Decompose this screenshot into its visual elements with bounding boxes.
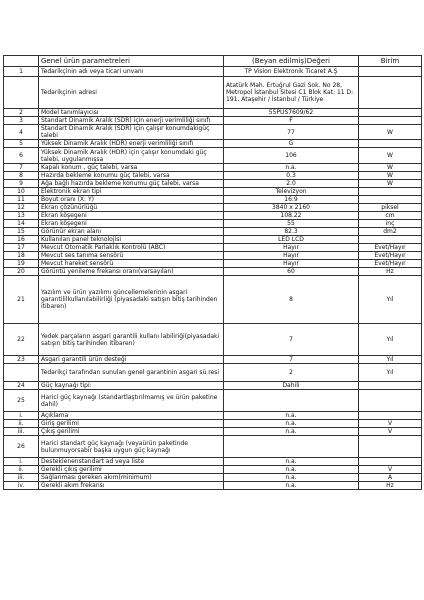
row-parameter: Sağlanması gereken akım(minimum): [39, 474, 224, 482]
row-unit: Yıl: [359, 356, 422, 364]
row-unit: V: [359, 420, 422, 428]
table-row: [4, 228, 422, 236]
row-number: 8: [4, 172, 39, 180]
row-unit: [359, 67, 422, 77]
row-number: 20: [4, 268, 39, 276]
table-row: [4, 172, 422, 180]
row-value: n.a.: [224, 164, 359, 172]
row-parameter: Yüksek Dinamik Aralık (HDR) için çalışır konumdaki güç talebi, uygulanmışsa: [39, 148, 224, 164]
row-parameter: Görünür ekran alanı: [39, 228, 224, 236]
row-unit: Yıl: [359, 276, 422, 324]
row-number: iii.: [4, 474, 39, 482]
table-row: [4, 77, 422, 109]
row-value: G: [224, 140, 359, 148]
row-parameter: Tedarikçinin adresi: [39, 77, 224, 109]
row-number: iv.: [4, 482, 39, 490]
row-number: 11: [4, 196, 39, 204]
row-unit: inç: [359, 220, 422, 228]
row-number: ii.: [4, 466, 39, 474]
table-row: [4, 125, 422, 140]
table-row: [4, 252, 422, 260]
row-unit: W: [359, 180, 422, 188]
row-value: 60: [224, 268, 359, 276]
row-value: 8: [224, 276, 359, 324]
row-value: 106: [224, 148, 359, 164]
row-parameter: Standart Dinamik Aralık (SDR) için enerji verimliliği sınıfı: [39, 117, 224, 125]
row-parameter: Yazılım ve ürün yazılımı güncellemelerinin asgari garantililkullanılabilirliği (piyasadaki satışın bitiş tarihinden itibaren): [39, 276, 224, 324]
row-unit: Evet/Hayır: [359, 244, 422, 252]
table-row: [4, 268, 422, 276]
row-value: Hayır: [224, 244, 359, 252]
table-row: [4, 458, 422, 466]
row-parameter: Hazırda bekleme konumu güç talebi, varsa: [39, 172, 224, 180]
row-number: 17: [4, 244, 39, 252]
table-row: [4, 236, 422, 244]
header-unit: Birim: [359, 56, 422, 67]
row-number: 2: [4, 109, 39, 117]
row-unit: dm2: [359, 228, 422, 236]
row-unit: [359, 458, 422, 466]
row-unit: [359, 412, 422, 420]
header-no: [4, 56, 39, 67]
row-value: Dahili: [224, 382, 359, 390]
row-parameter: Mevcut ses tanıma sensörü: [39, 252, 224, 260]
table-row: [4, 212, 422, 220]
row-parameter: Harici güç kaynağı (standartlaştırılmamış ve ürün paketine dahil): [39, 390, 224, 412]
row-unit: [359, 109, 422, 117]
table-row: [4, 420, 422, 428]
table-row: [4, 276, 422, 324]
table-row: [4, 412, 422, 420]
row-value: n.a.: [224, 412, 359, 420]
row-parameter: Giriş gerilimi: [39, 420, 224, 428]
row-unit: Yıl: [359, 364, 422, 382]
header-parameter: Genel ürün parametreleri: [39, 56, 224, 67]
table-row: [4, 109, 422, 117]
row-value: n.a.: [224, 466, 359, 474]
row-number: 9: [4, 180, 39, 188]
row-value: Hayır: [224, 252, 359, 260]
row-value: Televizyon: [224, 188, 359, 196]
table-row: [4, 164, 422, 172]
row-unit: [359, 140, 422, 148]
row-unit: Hz: [359, 482, 422, 490]
row-parameter: Harici standart güç kaynağı (veyaürün paketinde bulunmuyorsabir başka uygun güç kaynağı: [39, 436, 224, 458]
row-value: Atatürk Mah. Ertuğrul Gazi Sok. No 28, Metropol İstanbul Sitesi C1 Blok Kat: 11 D: 191, Ataşehir / İstanbul / Türkiye: [224, 77, 359, 109]
table-row: [4, 474, 422, 482]
row-value: n.a.: [224, 474, 359, 482]
row-value: n.a.: [224, 482, 359, 490]
row-unit: W: [359, 164, 422, 172]
row-value: Hayır: [224, 260, 359, 268]
row-unit: Evet/Hayır: [359, 260, 422, 268]
row-parameter: Görüntü yenileme frekansı oranı(varsayılan): [39, 268, 224, 276]
row-unit: V: [359, 466, 422, 474]
row-number: 16: [4, 236, 39, 244]
row-parameter: Ekran köşegeni: [39, 220, 224, 228]
row-number: i.: [4, 458, 39, 466]
header-value: (Beyan edilmiş)Değeri: [224, 56, 359, 67]
row-parameter: Yüksek Dinamik Aralık (HDR) enerji verimliliği sınıfı: [39, 140, 224, 148]
row-number: 10: [4, 188, 39, 196]
row-parameter: Kapalı konum , güç talebi, varsa: [39, 164, 224, 172]
row-unit: [359, 117, 422, 125]
table-row: [4, 140, 422, 148]
row-parameter: Tedarikçi tarafından sunulan genel garantinin asgari sü resi: [39, 364, 224, 382]
row-parameter: Asgari garantili ürün desteği: [39, 356, 224, 364]
row-number: i.: [4, 412, 39, 420]
row-number: 13: [4, 212, 39, 220]
row-value: [224, 436, 359, 458]
row-value: TP Vision Elektronik Ticaret A.Ş: [224, 67, 359, 77]
row-value: 77: [224, 125, 359, 140]
row-number: 25: [4, 390, 39, 412]
table-row: [4, 382, 422, 390]
parameter-table: [3, 55, 422, 490]
row-parameter: Çıkış gerilimi: [39, 428, 224, 436]
row-number: 22: [4, 324, 39, 356]
row-number: 1: [4, 67, 39, 77]
row-value: 55: [224, 220, 359, 228]
row-value: [224, 390, 359, 412]
table-row: [4, 436, 422, 458]
row-value: 0.3: [224, 172, 359, 180]
row-unit: W: [359, 125, 422, 140]
table-row: [4, 428, 422, 436]
row-parameter: Güç kaynağı tipi:: [39, 382, 224, 390]
row-value: 7: [224, 324, 359, 356]
row-number: 5: [4, 140, 39, 148]
row-parameter: Desteklenenstandart ad veya liste: [39, 458, 224, 466]
row-unit: piksel: [359, 204, 422, 212]
row-parameter: Açıklama: [39, 412, 224, 420]
table-row: [4, 67, 422, 77]
row-number: 3: [4, 117, 39, 125]
row-parameter: Standart Dinamik Aralık (SDR) için çalışır konumdakigüç talebi: [39, 125, 224, 140]
row-value: n.a.: [224, 420, 359, 428]
product-parameter-sheet: [0, 55, 424, 490]
row-parameter: Ağa bağlı hazırda bekleme konumu güç talebi, varsa: [39, 180, 224, 188]
table-row: [4, 188, 422, 196]
row-unit: A: [359, 474, 422, 482]
row-unit: W: [359, 172, 422, 180]
row-unit: [359, 390, 422, 412]
row-value: 82.3: [224, 228, 359, 236]
row-value: F: [224, 117, 359, 125]
row-number: ii.: [4, 420, 39, 428]
row-unit: [359, 196, 422, 204]
row-unit: [359, 77, 422, 109]
row-number: 6: [4, 148, 39, 164]
row-parameter: Yedek parçaların asgari garantili kullanı labiliriği(piyasadaki satışın bitiş tarihinden itibaren): [39, 324, 224, 356]
row-number: 7: [4, 164, 39, 172]
row-unit: Hz: [359, 268, 422, 276]
table-row: [4, 204, 422, 212]
row-unit: Yıl: [359, 324, 422, 356]
row-parameter: Mevcut hareket sensörü: [39, 260, 224, 268]
table-body: [4, 67, 422, 490]
row-unit: [359, 436, 422, 458]
row-value: 2: [224, 364, 359, 382]
row-unit: V: [359, 428, 422, 436]
row-unit: Evet/Hayır: [359, 252, 422, 260]
row-unit: cm: [359, 212, 422, 220]
row-number: 21: [4, 276, 39, 324]
table-row: [4, 117, 422, 125]
row-number: 18: [4, 252, 39, 260]
row-value: 3840 x 2160: [224, 204, 359, 212]
table-row: [4, 148, 422, 164]
row-number: iii.: [4, 428, 39, 436]
row-number: 12: [4, 204, 39, 212]
row-number: 24: [4, 382, 39, 390]
row-number: 23: [4, 356, 39, 364]
row-parameter: Ekran köşegeni: [39, 212, 224, 220]
row-value: 2.0: [224, 180, 359, 188]
row-number: 4: [4, 125, 39, 140]
row-parameter: Mevcut Otomatik Parlaklık Kontrolü (ABC): [39, 244, 224, 252]
table-row: [4, 196, 422, 204]
table-row: [4, 260, 422, 268]
table-row: [4, 244, 422, 252]
row-value: 108.22: [224, 212, 359, 220]
row-unit: W: [359, 148, 422, 164]
row-value: 55PUS7609/62: [224, 109, 359, 117]
row-unit: [359, 188, 422, 196]
row-value: 16:9: [224, 196, 359, 204]
table-row: [4, 466, 422, 474]
table-row: [4, 364, 422, 382]
row-parameter: Boyut oranı (X: Y): [39, 196, 224, 204]
row-value: 7: [224, 356, 359, 364]
row-value: LED LCD: [224, 236, 359, 244]
table-row: [4, 356, 422, 364]
row-parameter: Gerekli çıkış gerilimi: [39, 466, 224, 474]
row-number: [4, 364, 39, 382]
row-number: [4, 77, 39, 109]
row-number: 14: [4, 220, 39, 228]
row-parameter: Elektronik ekran tipi: [39, 188, 224, 196]
table-header-row: [4, 56, 422, 67]
row-parameter: Gerekli akım frekansı: [39, 482, 224, 490]
table-row: [4, 220, 422, 228]
row-parameter: Kullanılan panel teknolojisi: [39, 236, 224, 244]
row-value: n.a.: [224, 428, 359, 436]
table-row: [4, 390, 422, 412]
row-value: n.a.: [224, 458, 359, 466]
row-number: 15: [4, 228, 39, 236]
row-number: 26: [4, 436, 39, 458]
row-parameter: Tedarikçinin adı veya ticari unvanı: [39, 67, 224, 77]
row-unit: [359, 236, 422, 244]
row-number: 19: [4, 260, 39, 268]
table-row: [4, 482, 422, 490]
row-unit: [359, 382, 422, 390]
row-parameter: Ekran çözünürlüğü: [39, 204, 224, 212]
table-row: [4, 180, 422, 188]
table-row: [4, 324, 422, 356]
row-parameter: Model tanımlayıcısı: [39, 109, 224, 117]
